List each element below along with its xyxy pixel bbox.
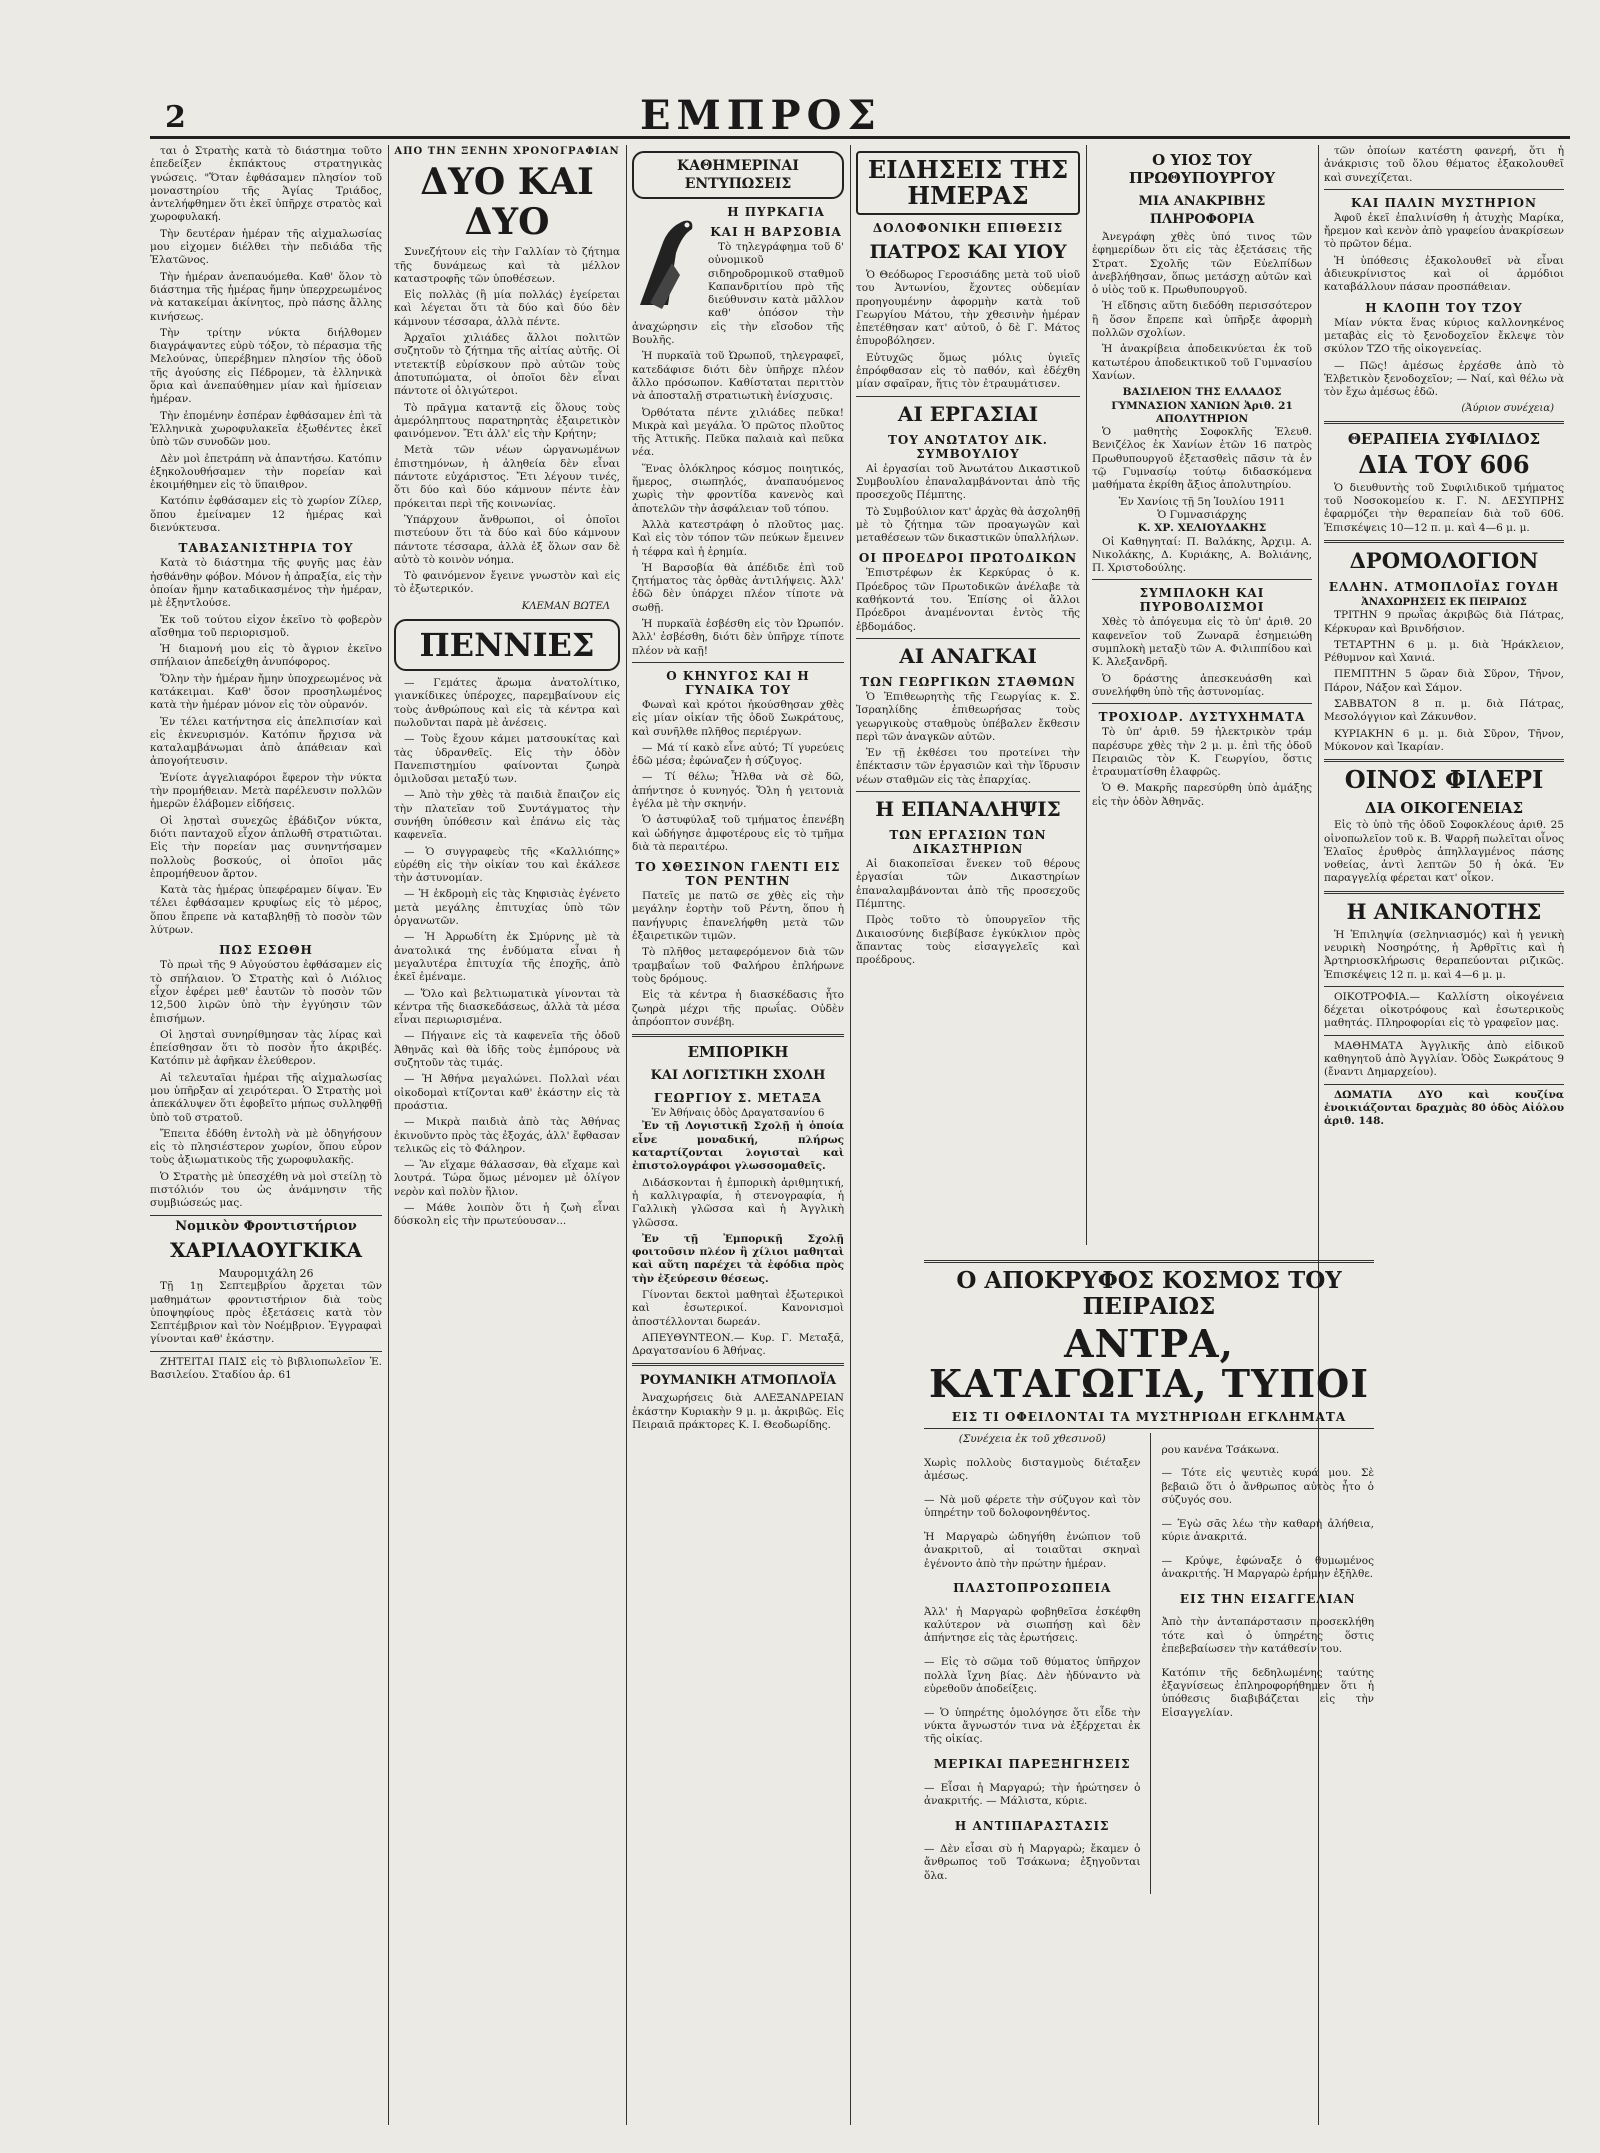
- divider: [1324, 1084, 1564, 1085]
- divider: [1324, 1035, 1564, 1036]
- certificate-heading: ΑΠΟΛΥΤΗΡΙΟΝ: [1155, 412, 1249, 425]
- article-title: Ο ΥΙΟΣ ΤΟΥ ΠΡΩΘΥΠΟΥΡΓΟΥ: [1128, 151, 1276, 187]
- ad-title: ΟΙΝΟΣ ΦΙΛΕΡΙ: [1344, 765, 1544, 795]
- ad-text: Τῇ 1ῃ Σεπτεμβρίου ἄρχεται τῶν μαθημάτων φροντιστήριον διὰ τοὺς ὑποψηφίους πρὸς ἐξετάσεις κατὰ τὸν Σεπτέμβριον καὶ τὸν Νοέμβριον. Ἐγγραφαὶ γίνονται καθ' ἑκάστην.: [150, 1280, 382, 1346]
- article-paragraph: — Ἂν εἴχαμε θάλασσαν, θὰ εἴχαμε καὶ λουτρά. Τώρα ὅμως μένομεν μὲ ὀλίγον νερὸν καὶ πολὺν ἥλιον.: [394, 1159, 620, 1198]
- certificate-role: Ὁ Γυμνασιάρχης: [1157, 508, 1247, 521]
- divider: [632, 662, 844, 663]
- ad-title: ΡΟΥΜΑΝΙΚΗ ΑΤΜΟΠΛΟΪΑ: [639, 1373, 837, 1389]
- article-paragraph: — Τί θέλω; Ἦλθα νὰ σὲ δῶ, ἀπήντησε ὁ κυνηγός. Ὅλη ἡ γειτονιὰ ἐγέλα μὲ τὴν σκηνήν.: [632, 771, 844, 810]
- column-rule: [1150, 1433, 1151, 1894]
- article-paragraph: Οἱ λῃσταὶ συνηρίθμησαν τὰς λίρας καὶ ἐπείσθησαν ὅτι τὸ ποσὸν ἦτο ἀκριβές. Κατόπιν μὲ ἀφῆκαν ἐλεύθερον.: [150, 1028, 382, 1068]
- article-paragraph: ται ὁ Στρατὴς κατὰ τὸ διάστημα τοῦτο ἐπεδείξεν ἐκπάκτους στρατηγικὰς γνώσεις. "Ὅταν ἐφθάσαμεν πλησίον τοῦ μοναστηρίου τῆς Ἁγίας Τριάδος, ἀντελήφθημεν ὅτι ἐκεῖ ὑπῆρχε στρατὸς καὶ χωροφυλακή.: [150, 145, 382, 224]
- article-paragraph: Ἡ διαμονή μου εἰς τὸ ἄγριον ἐκεῖνο σπήλαιον ἀπεδείχθη ἀνυπόφορος.: [150, 643, 382, 669]
- divider: [150, 1351, 382, 1352]
- section-title-box: ΚΑΘΗΜΕΡΙΝΑΙ ΕΝΤΥΠΩΣΕΙΣ: [632, 151, 844, 199]
- article-paragraph: — Ὅλο καὶ βελτιωματικὰ γίνονται τὰ κέντρα τῆς διασκεδάσεως, ἀλλὰ τὰ μέσα εἶναι περιωρισμένα.: [394, 987, 620, 1027]
- article-paragraph: Ἡ πυρκαϊὰ τοῦ Ὠρωποῦ, τηλεγραφεῖ, κατεδάφισε διότι δὲν ὑπῆρχε πλέον ἄλλο πρόσωπον. Καθίσταται περιττὸν νὰ ἀποσταλῇ στρατιωτικὴ ἐνίσχυσις.: [632, 350, 844, 403]
- article-paragraph: — Μικρὰ παιδιὰ ἀπὸ τὰς Ἀθήνας ἐκινοῦντο πρὸς τὰς ἐξοχάς, ἀλλ' ἔφθασαν τελικῶς εἰς τὸ Φάληρον.: [394, 1116, 620, 1155]
- section-heading: ΠΩΣ ΕΣΩΘΗ: [219, 943, 313, 958]
- article-paragraph: Ἡ Μαργαρὼ ὡδηγήθη ἐνώπιον τοῦ ἀνακριτοῦ, αἱ τοιαῦται σκηναὶ ἐγένοντο ἀπὸ τὴν πρώτην ἡμέραν.: [924, 1530, 1141, 1570]
- column-rule: [1086, 145, 1087, 1245]
- article-paragraph: Τὴν δευτέραν ἡμέραν τῆς αἰχμαλωσίας μου εἰχομεν διέλθει τὴν πεδιάδα τῆς Ἐλατῶνος.: [150, 227, 382, 267]
- section-heading: ΣΥΜΠΛΟΚΗ ΚΑΙ ΠΥΡΟΒΟΛΙΣΜΟΙ: [1139, 586, 1265, 615]
- page-number: 2: [165, 100, 186, 135]
- article-paragraph: Τὸ τηλεγράφημα τοῦ δ' οὐνομικοῦ σιδηροδρομικοῦ σταθμοῦ Καπανδριτίου πρὸ τῆς διεύθυνσιν κατὰ μᾶλλον καθ' ὁπόσον τὴν ἀναχώρησιν εἰς τὴν εἴσοδον τῆς Βουλῆς.: [632, 241, 844, 347]
- schedule-line: ΣΑΒΒΑΤΟΝ 8 π. μ. διὰ Πάτρας, Μεσολόγγιον καὶ Ζάκυνθον.: [1324, 698, 1564, 724]
- article-paragraph: Πρὸς τοῦτο τὸ ὑπουργεῖον τῆς Δικαιοσύνης διεβίβασε ἐγκύκλιον πρὸς ἅπαντας τοὺς εἰσαγγελεῖς καὶ προέδρους.: [856, 914, 1080, 967]
- article-paragraph: Ἡ εἴδησις αὕτη διεδόθη περισσότερον ἢ ὅσον ἔπρεπε καὶ ὑπῆρξε ἀφορμὴ πολλῶν σχολίων.: [1092, 300, 1312, 340]
- divider: [1092, 703, 1312, 704]
- divider: [632, 1034, 844, 1037]
- article-paragraph: Ἕνας ὁλόκληρος κόσμος ποιητικός, ἥμερος, σιωπηλός, ἀναπαυόμενος χωρὶς τὴν φροντίδα κανενὸς καὶ ἀποτελῶν τὴν ἀσφάλειαν τοῦ τόπου.: [632, 462, 844, 515]
- article-paragraph: Ὁ Θ. Μακρῆς παρεσύρθη ὑπὸ ἁμάξης εἰς τὴν ὁδὸν Ἀθηνᾶς.: [1092, 782, 1312, 808]
- section-heading: ΕΙΣ ΤΗΝ ΕΙΣΑΓΓΕΛΙΑΝ: [1179, 1591, 1356, 1606]
- ad-title: Η ΑΝΙΚΑΝΟΤΗΣ: [1346, 898, 1542, 924]
- ad-title: ΘΕΡΑΠΕΙΑ ΣΥΦΙΛΙΔΟΣ: [1347, 429, 1541, 448]
- classified-ad: ΟΙΚΟΤΡΟΦΙΑ.— Καλλίστη οἰκογένεια δέχεται οἰκοτρόφους καὶ ἐσωτερικοὺς μαθητάς. Πληροφορίαι εἰς τὸ γραφεῖον μας.: [1324, 990, 1564, 1030]
- article-paragraph: — Τότε εἰς ψευτιὲς κυρά μου. Σὲ βεβαιῶ ὅτι ὁ ἄνθρωπος αὐτὸς ἦτο ὁ σύζυγός σου.: [1161, 1467, 1374, 1506]
- certificate-text: Ὁ μαθητὴς Σοφοκλῆς Ἐλευθ. Βενιζέλος ἐκ Χανίων ἐτῶν 16 πατρὸς Πρωθυπουργοῦ ἐξετασθεὶς πᾶσιν τὰ ἐν τῷ Γυμνασίῳ τούτῳ διδασκόμενα μαθήματα ἐκρίθη ἄξιος ἀπολυτηρίου.: [1092, 426, 1312, 492]
- section-heading: Η ΑΝΤΙΠΑΡΑΣΤΑΣΙΣ: [954, 1818, 1110, 1833]
- article-paragraph: Τὸ ὑπ' ἀριθ. 59 ἠλεκτρικὸν τράμ παρέσυρε χθὲς τὴν 2 μ. μ. ἐπὶ τῆς ὁδοῦ Πειραιῶς τὸν Κ. Γεωργίου, ὅστις ἐτραυματίσθη ἐλαφρῶς.: [1092, 726, 1312, 779]
- feature-article: [924, 1255, 1374, 1894]
- section-heading: ΜΕΡΙΚΑΙ ΠΑΡΕΞΗΓΗΣΕΙΣ: [933, 1757, 1131, 1772]
- article-paragraph: — Μά τί κακὸ εἶνε αὐτό; Τί γυρεύεις ἐδῶ μέσα; ἐφώναζεν ἡ σύζυγος.: [632, 741, 844, 768]
- article-paragraph: Οἱ λῃσταὶ συνεχῶς ἐβάδιζον νύκτα, διότι πανταχοῦ εἶχον ἀπλωθῆ στρατιῶται. Εἰς τὴν πορείαν μας συνηντήσαμεν πολλοὺς βοσκούς, οἱ ὁποῖοι μᾶς ἐπρομήθευον ἄρτον.: [150, 814, 382, 880]
- article-paragraph: Ὅλην τὴν ἡμέραν ἤμην ὑποχρεωμένος νὰ κατάκειμαι. Καθ' ὅσον προσηλωμένος κατὰ τὴν ἡμέραν μόνον εἰς τὸν οὐρανόν.: [150, 672, 382, 712]
- ad-text: Γίνονται δεκτοὶ μαθηταὶ ἐξωτερικοὶ καὶ ἐσωτερικοί. Κανονισμοὶ ἀποστέλλονται δωρεάν.: [632, 1289, 844, 1328]
- article-paragraph: Ἡ Βαρσοβία θὰ ἀπέδιδε ἐπὶ τοῦ ζητήματος τὰς ὀρθὰς ἀντιλήψεις. Ἀλλ' ἐδῶ δὲν ὑπάρχει πλέον τίποτε νὰ σωθῇ.: [632, 561, 844, 614]
- article-paragraph: Κατὰ τὸ διάστημα τῆς φυγῆς μας ἐὰν ἠσθάνθην φόβον. Μόνον ἡ ἀπραξία, εἰς τὴν ὁποίαν ἤμην καταδικασμένος τὴν ἡμέραν, μὲ ἐξηντλούσε.: [150, 557, 382, 610]
- article-paragraph: Ἀνεγράφη χθὲς ὑπό τινος τῶν ἐφημερίδων ὅτι εἰς τὰς ἐξετάσεις τῆς Στρατ. Σχολῆς τῶν Εὐελπίδων ἀνεβλήθησαν, ὅπως μετάσχῃ αὐτῶν καὶ ὁ υἱὸς τοῦ κ. Πρωθυπουργοῦ.: [1092, 231, 1312, 297]
- article-paragraph: — Πήγαινε εἰς τὰ καφενεῖα τῆς ὁδοῦ Ἀθηνᾶς καὶ θὰ ἰδῆς τοὺς ἐμπόρους νὰ συζητοῦν τὰς τιμάς.: [394, 1030, 620, 1070]
- subheading: ΚΑΙ Η ΒΑΡΣΟΒΙΑ: [710, 225, 842, 239]
- column-rule: [850, 145, 851, 2125]
- article-kicker: ΔΟΛΟΦΟΝΙΚΗ ΕΠΙΘΕΣΙΣ: [872, 221, 1064, 235]
- article-paragraph: — Δὲν εἶσαι σὺ ἡ Μαργαρὼ; ἔκαμεν ὁ ἄνθρωπος τοῦ Τσάκωνα; ἐξηγοῦνται ὅλα.: [924, 1843, 1141, 1882]
- article-paragraph: Κατόπιν ἐφθάσαμεν εἰς τὸ χωρίον Ζίλερ, ὅπου ἐμείναμεν 12 ἡμέρας καὶ διενύκτευσα.: [150, 495, 382, 535]
- article-paragraph: — Ἐγὼ σᾶς λέω τὴν καθαρὴ ἀλήθεια, κύριε ἀνακριτά.: [1161, 1517, 1374, 1543]
- article-paragraph: Εἰς τὰ κέντρα ἡ διασκέδασις ἦτο ζωηρὰ μέχρι τῆς πρωΐας. Οὐδὲν ἀπρόοπτον συνέβη.: [632, 989, 844, 1028]
- column-1: [150, 145, 382, 2125]
- article-paragraph: — Γεμάτες ἄρωμα ἀνατολίτικο, γιανκίδικες ὑπέροχες, παρεμβαίνουν εἰς τοὺς ἀνθρώπους καὶ εἰς τὰ κέντρα καὶ πωλοῦνται παρὰ μὲ ἀνέσεις.: [394, 677, 620, 729]
- ad-subtitle: ΓΕΩΡΓΙΟΥ Σ. ΜΕΤΑΞΑ: [654, 1091, 822, 1106]
- schedule-heading: ἈΝΑΧΩΡΗΣΕΙΣ ΕΚ ΠΕΙΡΑΙΩΣ: [1361, 596, 1527, 608]
- section-title-box: ΠΕΝΝΙΕΣ: [394, 619, 620, 671]
- ad-title: ΚΑΙ ΛΟΓΙΣΤΙΚΗ ΣΧΟΛΗ: [650, 1068, 826, 1084]
- article-paragraph: Κατόπιν τῆς δεδηλωμένης ταύτης ἐξαγνίσεως ἐπληροφορήθημεν ὅτι ἡ ὑπόθεσις διαβιβάζεται εἰς τὴν Εἰσαγγελίαν.: [1161, 1666, 1374, 1719]
- schedule-line: ΤΡΙΤΗΝ 9 πρωῒας ἀκριβῶς διὰ Πάτρας, Κέρκυραν καὶ Βρινδήσιον.: [1324, 609, 1564, 635]
- section-heading: ΟΙ ΠΡΟΕΔΡΟΙ ΠΡΩΤΟΔΙΚΩΝ: [858, 551, 1078, 566]
- certificate-heading: ΒΑΣΙΛΕΙΟΝ ΤΗΣ ΕΛΛΑΔΟΣ: [1122, 386, 1282, 399]
- article-paragraph: Φωναὶ καὶ κρότοι ἠκούσθησαν χθὲς εἰς μίαν οἰκίαν τῆς ὁδοῦ Σωκράτους, καὶ συνῆλθε πλῆθος περιέργων.: [632, 698, 844, 738]
- article-paragraph: Ὁ Ἐπιθεωρητὴς τῆς Γεωργίας κ. Σ. Ἰσραηλίδης ἐπιθεωρήσας τοὺς γεωργικοὺς σταθμοὺς ὑπέβαλεν ἔκθεσιν περὶ τῶν ἀναγκῶν αὐτῶν.: [856, 690, 1080, 743]
- article-paragraph: Ἀλλ' ἡ Μαργαρὼ φοβηθεῖσα ἐσκέφθη καλύτερον νὰ σιωπήσῃ καὶ δὲν ἀπήντησε εἰς τὰς ἐρωτήσεις.: [924, 1605, 1141, 1645]
- article-paragraph: ρου κανένα Τσάκωνα.: [1161, 1443, 1280, 1456]
- article-subtitle: ΤΩΝ ΓΕΩΡΓΙΚΩΝ ΣΤΑΘΜΩΝ: [860, 674, 1076, 689]
- feature-title: Ο ΑΠΟΚΡΥΦΟΣ ΚΟΣΜΟΣ ΤΟΥ ΠΕΙΡΑΙΩΣ: [956, 1267, 1342, 1320]
- article-paragraph: Ἀρχαῖοι χιλιάδες ἄλλοι πολιτῶν συζητοῦν τὸ ζήτημα τῆς αἰτίας αὐτῆς. Οἱ ντετεκτίβ εὑρίσκουν πρὸ αὐτῶν τοὺς ἀποτυπώματα, οἱ ὁποῖοι δὲν εἶναι πάντοτε οἱ ὀλιγώτεροι.: [394, 332, 620, 398]
- article-paragraph: — Ὁ συγγραφεὺς τῆς «Καλλιόπης» εὑρέθη εἰς τὴν οἰκίαν του καὶ ἐκάλεσε τὴν ἀστυνομίαν.: [394, 845, 620, 885]
- classified-ad: ΖΗΤΕΙΤΑΙ ΠΑΙΣ εἰς τὸ βιβλιοπωλεῖον Ἐ. Βασιλείου. Σταδίου ἀρ. 61: [150, 1355, 382, 1382]
- article-paragraph: — Εἶσαι ἡ Μαργαρώ; τὴν ἠρώτησεν ὁ ἀνακριτής. — Μάλιστα, κύριε.: [924, 1781, 1141, 1807]
- divider: [1324, 759, 1564, 762]
- divider: [1324, 891, 1564, 894]
- article-paragraph: Εἰς πολλὰς (ἢ μία πολλάς) ἐγείρεται καὶ λέγεται ὅτι τὰ δύο καὶ δύο δὲν κάμνουν τέσσαρα, ἀλλὰ πέντε.: [394, 289, 620, 328]
- article-paragraph: Κατὰ τὰς ἡμέρας ὑπεφέραμεν δίψαν. Ἐν τέλει ἐφθάσαμεν κρυφίως εἰς τὸ μέρος, ὅπου ἔπρεπε νὰ καταβληθῇ τὸ ποσὸν τῶν λύτρων.: [150, 884, 382, 937]
- article-paragraph: — Νὰ μοῦ φέρετε τὴν σύζυγον καὶ τὸν ὑπηρέτην τοῦ δολοφονηθέντος.: [924, 1493, 1141, 1520]
- subheading: Η ΠΥΡΚΑΓΙΑ: [727, 205, 825, 219]
- divider: [1324, 421, 1564, 424]
- article-paragraph: — Κρύψε, ἐφώναξε ὁ θυμωμένος ἀνακριτής. Ἡ Μαργαρὼ ἐρήμην ἐξῆλθε.: [1161, 1554, 1374, 1581]
- section-heading: Ο ΚΗΝΥΓΟΣ ΚΑΙ Η ΓΥΝΑΙΚΑ ΤΟΥ: [666, 668, 810, 697]
- ad-subtitle: ΕΛΛΗΝ. ΑΤΜΟΠΛΟΪΑΣ ΓΟΥΔΗ: [1328, 579, 1560, 594]
- article-paragraph: Χθὲς τὸ ἀπόγευμα εἰς τὸ ὑπ' ἀριθ. 20 καφενεῖον τοῦ Ζωναρᾶ ἐσημειώθη συμπλοκὴ μεταξὺ τῶν Α. Φιλιππίδου καὶ Κ. Ἀλεξανδρῆ.: [1092, 616, 1312, 669]
- article-paragraph: Αἱ τελευταῖαι ἡμέραι τῆς αἰχμαλωσίας μου ὑπῆρξαν αἱ χειρότεραι. Ὁ Στρατὴς μοὶ ἀπεκάλυψεν ὅτι ἐφοβεῖτο μήπως συλληφθῇ ὑπὸ τοῦ στρατοῦ.: [150, 1071, 382, 1124]
- certificate-heading: ΓΥΜΝΑΣΙΟΝ ΧΑΝΙΩΝ Ἀριθ. 21: [1111, 399, 1293, 412]
- article-paragraph: — Εἰς τὸ σῶμα τοῦ θύματος ὑπῆρχον πολλὰ ἴχνη βίας. Δὲν ἠδύναντο νὰ εὑρεθοῦν ἀποδείξεις.: [924, 1656, 1141, 1695]
- section-heading: Η ΚΛΟΠΗ ΤΟΥ ΤΖΟΥ: [1365, 300, 1523, 315]
- section-heading: ΚΑΙ ΠΑΛΙΝ ΜΥΣΤΗΡΙΟΝ: [1351, 195, 1537, 210]
- feature-column-left: [924, 1433, 1140, 1894]
- article-paragraph: Αἱ ἐργασίαι τοῦ Ἀνωτάτου Δικαστικοῦ Συμβουλίου ἐπαναλαμβάνονται ἀπὸ τῆς προσεχοῦς Πέμπτης.: [856, 462, 1080, 502]
- column-rule: [626, 145, 627, 2125]
- masthead-rule: [150, 136, 1570, 139]
- schedule-line: ΤΕΤΑΡΤΗΝ 6 μ. μ. διὰ Ἡράκλειον, Ρέθυμνον καὶ Χανιά.: [1324, 638, 1564, 665]
- ad-text: Ἡ Ἐπιληψία (σεληνιασμός) καὶ ἡ γενικὴ νευρικὴ Νοσηρότης, ἡ Ἀρθρῖτις καὶ ἡ Ἀρτηριοσκλήρωσις θεραπεύονται ριζικῶς. Ἐπισκέψεις 12 π. μ. καὶ 4—6 μ. μ.: [1324, 928, 1564, 981]
- ad-title: ΔΙΑ ΤΟΥ 606: [1358, 449, 1530, 479]
- divider: [632, 1363, 844, 1366]
- article-paragraph: Τὸ πρωὶ τῆς 9 Αὐγούστου ἐφθάσαμεν εἰς τὸ σπήλαιον. Ὁ Στρατὴς καὶ ὁ Λιόλιος εἶχον ἐφέρει μεθ' ἑαυτῶν τὸ ποσὸν τῶν 12,500 λιρῶν ὑπὸ τὴν ἐγγύησιν τῶν ἐπισήμων.: [150, 959, 382, 1025]
- divider: [924, 1428, 1374, 1429]
- column-6: [1324, 145, 1564, 2125]
- ad-name: ΧΑΡΙΛΑΟΥΓΚΙΚΑ: [169, 1237, 362, 1262]
- article-paragraph: Εὐτυχῶς ὅμως μόλις ὑγιεῖς ἐπρόφθασαν εἰς τὸ παθόν, καὶ ἐδέχθη μίαν σφαῖραν, ἥτις τὸν ἐτραυμάτισεν.: [856, 351, 1080, 391]
- ad-company: Νομικὸν Φροντιστήριον: [175, 1218, 357, 1234]
- column-3: [632, 145, 844, 2125]
- ad-text: Διδάσκονται ἡ ἐμπορικὴ ἀριθμητική, ἡ καλλιγραφία, ἡ στενογραφία, ἡ Γαλλικὴ γλῶσσα καὶ ἡ Ἀγγλικὴ γλῶσσα.: [632, 1176, 844, 1229]
- article-paragraph: Τὸ πρᾶγμα καταντᾷ εἰς ὅλους τοὺς ἀμερόληπτους παρατηρητὰς ἐξαιρετικὸν φαινόμενον. Ἔτι ἀλλ' εἰς τὴν Κρήτην;: [394, 401, 620, 441]
- feature-deck: ΕΙΣ ΤΙ ΟΦΕΙΛΟΝΤΑΙ ΤΑ ΜΥΣΤΗΡΙΩΔΗ ΕΓΚΛΗΜΑΤΑ: [951, 1410, 1347, 1424]
- article-paragraph: Ἔπειτα ἐδόθη ἐντολὴ νὰ μὲ ὁδηγήσουν εἰς τὸ πλησιέστερον χωρίον, ὅπου εὗρον τοὺς ἀξιωματικοὺς τῆς χωροφυλακῆς.: [150, 1127, 382, 1167]
- article-paragraph: — Πῶς! ἀμέσως ἐρχέσθε ἀπὸ τὸ Ἐλβετικὸν ξενοδοχεῖον; — Ναί, καὶ θέλω νὰ τὸν ἔχω ἀμέσως ἐδῶ.: [1324, 359, 1564, 399]
- masthead: [0, 0, 1600, 140]
- article-paragraph: Τὸ πλῆθος μεταφερόμενον διὰ τῶν τραμβαΐων τοῦ Φαλήρου ἐπλήρωνε τοὺς δρόμους.: [632, 946, 844, 985]
- article-paragraph: Συνεζήτουν εἰς τὴν Γαλλίαν τὸ ζήτημα τῆς δυνάμεως καὶ τὰ μέλλον καταστροφῆς τῶν ὑποθέσεων.: [394, 246, 620, 285]
- article-paragraph: Ἡ πυρκαϊὰ ἐσβέσθη εἰς τὸν Ὠρωπόν. Ἀλλ' ἐσβέσθη, διότι δὲν ὑπῆρχε τίποτε πλέον νὰ καῇ!: [632, 618, 844, 657]
- ad-address: Ἐν Ἀθήναις ὁδὸς Δραγατσανίου 6: [651, 1108, 825, 1120]
- feature-headline: ΑΝΤΡΑ, ΚΑΤΑΓΩΓΙΑ, ΤΥΠΟΙ: [929, 1321, 1369, 1406]
- article-paragraph: Δὲν μοὶ ἐπετράπη νὰ ἀπαντήσω. Κατόπιν ἐξηκολουθήσαμεν τὴν πορείαν καὶ ἐκοιμήθημεν εἰς τὸ ὕπαιθρον.: [150, 452, 382, 492]
- divider: [856, 396, 1080, 397]
- article-title: ΑΙ ΑΝΑΓΚΑΙ: [899, 643, 1037, 668]
- ad-contact: ΑΠΕΥΘΥΝΤΕΟΝ.— Κυρ. Γ. Μεταξᾶ, Δραγατσανίου 6 Ἀθήνας.: [632, 1331, 844, 1358]
- article-paragraph: τῶν ὁποίων κατέστη φανερή, ὅτι ἡ ἀνάκρισις τοῦ ὅλου θέματος ἐξακολουθεῖ καὶ συνεχίζεται.: [1324, 145, 1564, 184]
- newspaper-title: ΕΜΠΡΟΣ: [640, 92, 882, 139]
- ad-text: Ἐν τῇ Λογιστικῇ Σχολῇ ἡ ὁποία εἶνε μοναδική, πλήρως καταρτίζονται λογισταὶ καὶ ἐπιστολογράφοι γλωσσομαθεῖς.: [632, 1120, 844, 1173]
- article-paragraph: — Ἡ ἐκδρομὴ εἰς τὰς Κηφισιὰς ἐγένετο μετὰ μεγάλης ἐπιτυχίας ὑπὸ τῶν ὀργανωτῶν.: [394, 888, 620, 928]
- section-heading: ΠΛΑΣΤΟΠΡΟΣΩΠΕΙΑ: [953, 1581, 1112, 1596]
- divider: [1324, 986, 1564, 987]
- article-title: Η ΕΠΑΝΑΛΗΨΙΣ: [875, 797, 1061, 822]
- article-paragraph: Μίαν νύκτα ἕνας κύριος καλλονηκένος μεταβὰς εἰς τὸ ξενοδοχεῖον ἔκλεψε τὸν σκύλον ΤΖΟ τῆς οἰκογενείας.: [1324, 316, 1564, 356]
- article-subtitle: ΜΙΑ ΑΝΑΚΡΙΒΗΣ ΠΛΗΡΟΦΟΡΙΑ: [1138, 194, 1266, 227]
- continued-note: (Συνέχεια ἐκ τοῦ χθεσινοῦ): [958, 1433, 1106, 1445]
- column-5: [1092, 145, 1312, 1245]
- bird-illustration: [632, 205, 702, 315]
- article-paragraph: Ἀπὸ τὴν ἀνταπάρστασιν προσεκλήθη τότε καὶ ὁ ὑπηρέτης ὅστις ἐπεβεβαίωσεν τὴν κατάθεσίν του.: [1161, 1616, 1374, 1655]
- article-title: ΠΑΤΡΟΣ ΚΑΙ ΥΙΟΥ: [869, 241, 1067, 263]
- ad-text: Ἀναχωρήσεις διὰ ΑΛΕΞΑΝΔΡΕΙΑΝ ἑκάστην Κυριακὴν 9 μ. μ. ἀκριβῶς. Εἰς Πειραιᾶ πράκτορες Κ. Ι. Θεοδωρίδης.: [632, 1392, 844, 1432]
- ad-title: ΕΜΠΟΡΙΚΗ: [687, 1043, 789, 1062]
- classified-ad: ΜΑΘΗΜΑΤΑ Ἀγγλικῆς ἀπὸ εἰδικοῦ καθηγητοῦ ἀπὸ Ἀγγλίαν. Ὁδὸς Σωκράτους 9 (ἔναντι Δημαρχείου).: [1324, 1039, 1564, 1079]
- column-4: [856, 145, 1080, 1245]
- section-heading: ΤΟ ΧΘΕΣΙΝΟΝ ΓΛΕΝΤΙ ΕΙΣ ΤΟΝ ΡΕΝΤΗΝ: [635, 860, 841, 889]
- section-heading: ΤΡΟΧΙΟΔΡ. ΔΥΣΤΥΧΗΜΑΤΑ: [1098, 710, 1306, 725]
- article-subtitle: ΤΩΝ ΕΡΓΑΣΙΩΝ ΤΩΝ ΔΙΚΑΣΤΗΡΙΩΝ: [889, 828, 1047, 857]
- article-author: ΚΛΕΜΑΝ ΒΩΤΕΛ: [521, 600, 610, 612]
- article-subtitle: ΤΟΥ ΑΝΩΤΑΤΟΥ ΔΙΚ. ΣΥΜΒΟΥΛΙΟΥ: [888, 432, 1048, 461]
- article-paragraph: Ἀφοῦ ἐκεῖ ἐπαλινίσθη ἡ ἀτυχὴς Μαρίκα, ἤρεμον καὶ κενὸν ἀπὸ γραφείου ἀνακρίσεων τὸ πρῶτον δέμα.: [1324, 211, 1564, 251]
- article-paragraph: Τὴν ἡμέραν ἀνεπαυόμεθα. Καθ' ὅλον τὸ διάστημα τῆς ἡμέρας ἤμην ὑπερχρεωμένος νὰ κατακείμαι ἀκίνητος, πρὸ πάσης ἄλλης κινήσεως.: [150, 270, 382, 323]
- continued-note: (Ἀύριον συνέχεια): [1461, 403, 1554, 415]
- article-paragraph: Τὴν ἐπομένην ἐσπέραν ἐφθάσαμεν ἐπὶ τὰ Ἑλληνικὰ χωροφυλακεῖα ἐξωθέντες ἐκεῖ ὑπὸ τῶν συνοδῶν μου.: [150, 409, 382, 449]
- article-paragraph: Ὑπάρχουν ἄνθρωποι, οἱ ὁποῖοι πιστεύουν ὅτι τὰ δύο καὶ δύο κάμνουν πάντοτε τέσσαρα, ἀλλὰ ἐξ ὅλων σαν δὲ αὐτὸ τὸ κοινὸν νόημα.: [394, 513, 620, 566]
- article-paragraph: — Ὁ ὑπηρέτης ὁμολόγησε ὅτι εἶδε τὴν νύκτα ἄγνωστόν τινα νὰ ἐξέρχεται ἐκ τῆς οἰκίας.: [924, 1706, 1141, 1746]
- article-paragraph: Μετὰ τῶν νέων ὠργανωμένων ἐπιστημόνων, ἡ ἀληθεία δὲν εἶναι πάντοτε εὐχάριστος. Ἔτι λέγουν τινές, ὅτι δύο καὶ δύο κάμνουν πέντε ἐὰν πρόκειται περὶ τῆς κοινωνίας.: [394, 444, 620, 510]
- divider: [1092, 579, 1312, 580]
- article-paragraph: — Μάθε λοιπὸν ὅτι ἡ ζωὴ εἶναι δύσκολη εἰς τὴν πρωτεύουσαν...: [394, 1202, 620, 1228]
- article-paragraph: Ὁ ἀστυφύλαξ τοῦ τμήματος ἐπενέβη καὶ ὡδήγησε ἀμφοτέρους εἰς τὸ τμῆμα διὰ τὰ περαιτέρω.: [632, 814, 844, 853]
- column-rule: [388, 145, 389, 2125]
- article-paragraph: — Ἡ Ἀθήνα μεγαλώνει. Πολλαὶ νέαι οἰκοδομαὶ κτίζονται καθ' ἑκάστην εἰς τὰ προάστια.: [394, 1073, 620, 1112]
- article-paragraph: Αἱ διακοπεῖσαι ἕνεκεν τοῦ θέρους ἐργασίαι τῶν Δικαστηρίων ἐπαναλαμβάνονται ἀπὸ τῆς προσεχοῦς Πέμπτης.: [856, 858, 1080, 910]
- article-paragraph: Ἀλλὰ κατεστράφη ὁ πλοῦτος μας. Καὶ εἰς τὸν τόπον τῶν πεύκων ἔμεινεν ἡ τέφρα καὶ ἡ ἐρημία.: [632, 518, 844, 558]
- article-title: ΔΥΟ ΚΑΙ ΔΥΟ: [420, 161, 594, 244]
- article-paragraph: Ἐν τῇ ἐκθέσει του προτείνει τὴν ἐπέκτασιν τῶν ἐργασιῶν καὶ τὴν ἵδρυσιν νέων σταθμῶν εἰς τὰς ἐπαρχίας.: [856, 747, 1080, 786]
- article-paragraph: Ὁ Στρατὴς μὲ ὑπεσχέθη νὰ μοὶ στείλῃ τὸ πιστόλιόν του ὡς ἀνάμνησιν τῆς συμβιώσεώς μας.: [150, 1170, 382, 1210]
- article-paragraph: Ὁ Θεόδωρος Γεροσιάδης μετὰ τοῦ υἱοῦ του Ἀντωνίου, ἔχοντες οὐδεμίαν προηγουμένην ἀφορμὴν κατὰ τοῦ Γεωργίου Μάτου, τὴν χθεσινὴν ἡμέραν ἐπετέθησαν κατ' αὐτοῦ, ὁ δὲ Γ. Μάτος ἐπυροβόλησεν.: [856, 269, 1080, 348]
- divider: [856, 638, 1080, 639]
- ad-text: Ὁ διευθυντὴς τοῦ Συφιλιδικοῦ τμήματος τοῦ Νοσοκομείου κ. Γ. Ν. ΔΕΣΥΠΡΗΣ ἐφαρμόζει τὴν θεραπείαν διὰ τοῦ 606. Ἐπισκέψεις 10—12 π. μ. καὶ 4—6 μ. μ.: [1324, 481, 1564, 534]
- certificate-date: Ἐν Χανίοις τῇ 5η Ἰουλίου 1911: [1118, 495, 1286, 508]
- article-paragraph: Τὸ Συμβούλιον κατ' ἀρχὰς θὰ ἀσχοληθῇ μὲ τὸ ζήτημα τῶν προαγωγῶν καὶ μεταθέσεων τῶν δικαστικῶν ὑπαλλήλων.: [856, 505, 1080, 545]
- article-title: ΑΙ ΕΡΓΑΣΙΑΙ: [897, 401, 1039, 426]
- article-paragraph: — Τοὺς ἔχουν κάμει ματσουκίτας καὶ τὰς ὑδρανθεῖς. Εἰς τὴν ὁδὸν Πανεπιστημίου φαίνονται ζωηρὰ ὁμιλοῦσαι μεταξύ των.: [394, 733, 620, 786]
- article-paragraph: Ἡ ἀνακρίβεια ἀποδεικνύεται ἐκ τοῦ κατωτέρου ἀποδεικτικοῦ τοῦ Γυμνασίου Χανίων.: [1092, 343, 1312, 382]
- schedule-line: ΠΕΜΠΤΗΝ 5 ὥραν διὰ Σῦρον, Τῆνον, Πάρον, Νάξον καὶ Σάμον.: [1324, 668, 1564, 694]
- classified-ad: ΔΩΜΑΤΙΑ ΔΥΟ καὶ κουζίνα ἐνοικιάζονται δραχμὰς 80 ὁδὸς Αἰόλου ἀριθ. 148.: [1324, 1088, 1564, 1128]
- section-heading: ΤΑΒΑΣΑΝΙΣΤΗΡΙΑ ΤΟΥ: [178, 541, 354, 556]
- article-kicker: ΑΠΟ ΤΗΝ ΞΕΝΗΝ ΧΡΟΝΟΓΡΑΦΙΑΝ: [394, 146, 620, 157]
- article-paragraph: Τὴν τρίτην νύκτα διήλθομεν διαγράψαντες εὐρὺ τόξον, τὸ πέρασμα τῆς Μελούνας, ὑπερέβημεν πλησίον τῆς ὁδοῦ τῆς ἀγούσης εἰς Πέδρομεν, τὰ ἑλληνικὰ ὅρια καὶ ἀνεπαύθημεν μίαν καὶ ἡμίσειαν ἡμέραν.: [150, 326, 382, 406]
- article-paragraph: Τὸ φαινόμενον ἔγεινε γνωστὸν καὶ εἰς τὸ ἐξωτερικόν.: [394, 570, 620, 596]
- schedule-line: ΚΥΡΙΑΚΗΝ 6 μ. μ. διὰ Σῦρον, Τῆνον, Μύκονον καὶ Ἰκαρίαν.: [1324, 727, 1564, 753]
- article-paragraph: Ὀρθότατα πέντε χιλιάδες πεῦκα! Μικρὰ καὶ μεγάλα. Ὁ πρῶτος πλοῦτος τῆς Ἀττικῆς. Πεῦκα παλαιὰ καὶ πεῦκα νέα.: [632, 406, 844, 459]
- ad-text: Ἐν τῇ Ἐμπορικῇ Σχολῇ φοιτοῦσιν πλέον ἢ χίλιοι μαθηταὶ καὶ αὕτη παρέχει τὰ ἐφόδια πρὸς τὴν ἐξεύρεσιν θέσεως.: [632, 1232, 844, 1285]
- article-paragraph: Ἡ ὑπόθεσις ἐξακολουθεῖ νὰ εἶναι ἀδιευκρίνιστος καὶ οἱ ἀρμόδιοι καταβάλλουν πάσαν προσπάθειαν.: [1324, 254, 1564, 294]
- ad-address: Μαυρομιχάλη 26: [218, 1266, 314, 1280]
- divider: [856, 791, 1080, 792]
- article-paragraph: Πατεῖς με πατῶ σε χθὲς εἰς τὴν μεγάλην ἑορτὴν τοῦ Ρέντη, ὅπου ἡ πανήγυρις ἐπανελήφθη μετὰ τῶν ἐξαιρετικῶν τιμῶν.: [632, 890, 844, 943]
- divider: [924, 1260, 1374, 1263]
- article-paragraph: Ἐν τέλει κατήντησα εἰς ἀπελπισίαν καὶ εἰς ἐκνευρισμόν. Κατόπιν ἤρχισα νὰ καταλαμβάνωμαι ἀπὸ ἀπάθειαν καὶ ἀπογοήτευσιν.: [150, 715, 382, 768]
- article-paragraph: Ἐνίοτε ἀγγελιαφόροι ἔφερον τὴν νύκτα τὴν προμήθειαν. Μετὰ παρέλευσιν πολλῶν ἡμερῶν ἐλάβομεν εἰδήσεις.: [150, 771, 382, 811]
- column-2: [394, 145, 620, 2125]
- article-paragraph: Ἐπιστρέφων ἐκ Κερκύρας ὁ κ. Πρόεδρος τῶν Πρωτοδικῶν ἀνέλαβε τὰ καθήκοντά του. Ἐπίσης οἱ ἄλλοι Πρόεδροι ἀναμένονται ἐντὸς τῆς ἑβδομάδος.: [856, 567, 1080, 633]
- article-paragraph: — Ἀπὸ τὴν χθὲς τὰ παιδιὰ ἔπαιζον εἰς τὴν πλατεῖαν τοῦ Συντάγματος τὴν συνήθη ὑπόθεσιν καὶ ἐπάνω εἰς τὰς καφενεῖα.: [394, 789, 620, 842]
- article-paragraph: Χωρὶς πολλοὺς δισταγμοὺς διέταξεν ἀμέσως.: [924, 1456, 1141, 1483]
- article-paragraph: Ὁ δράστης ἀπεσκευάσθη καὶ συνελήφθη ὑπὸ τῆς ἀστυνομίας.: [1092, 672, 1312, 698]
- section-banner: ΕΙΔΗΣΕΙΣ ΤΗΣ ΗΜΕΡΑΣ: [856, 151, 1080, 215]
- certificate-signer: Κ. ΧΡ. ΧΕΛΙΟΥΔΑΚΗΣ: [1137, 522, 1267, 535]
- article-paragraph: — Ἡ Ἀρρωδίτη ἐκ Σμύρνης μὲ τὰ ἀνατολικά της ἐνδύματα εἶναι ἡ μεγαλυτέρα ἐπιτυχία τῆς ἐποχῆς, ἀπὸ ἐκεῖ ἐμέναμε.: [394, 931, 620, 984]
- ad-subtitle: ΔΙΑ ΟΙΚΟΓΕΝΕΙΑΣ: [1364, 799, 1524, 818]
- ad-title: ΔΡΟΜΟΛΟΓΙΟΝ: [1349, 547, 1539, 573]
- divider: [1324, 540, 1564, 543]
- ad-text: Εἰς τὸ ὑπὸ τῆς ὁδοῦ Σοφοκλέους ἀριθ. 25 οἰνοπωλεῖον τοῦ κ. Β. Ψαρρῆ πωλεῖται οἶνος Ἐλαῖος ἐρυθρὸς ἀπηλλαγμένος πάσης νοθείας, ἀντὶ λεπτῶν 50 ἡ ὀκά. Ἐν παραγγελίᾳ φέρεται κατ' οἶκον.: [1324, 819, 1564, 885]
- certificate-text: Οἱ Καθηγηταί: Π. Βαλάκης, Ἀρχιμ. Α. Νικολάκης, Δ. Κυριάκης, Α. Βολιάνης, Π. Χριστοδούλης.: [1092, 535, 1312, 575]
- divider: [1324, 189, 1564, 190]
- divider: [150, 1215, 382, 1216]
- article-paragraph: Ἐκ τοῦ τούτου εἰχον ἐκεῖνο τὸ φοβερὸν αἴσθημα τοῦ περιορισμοῦ.: [150, 613, 382, 639]
